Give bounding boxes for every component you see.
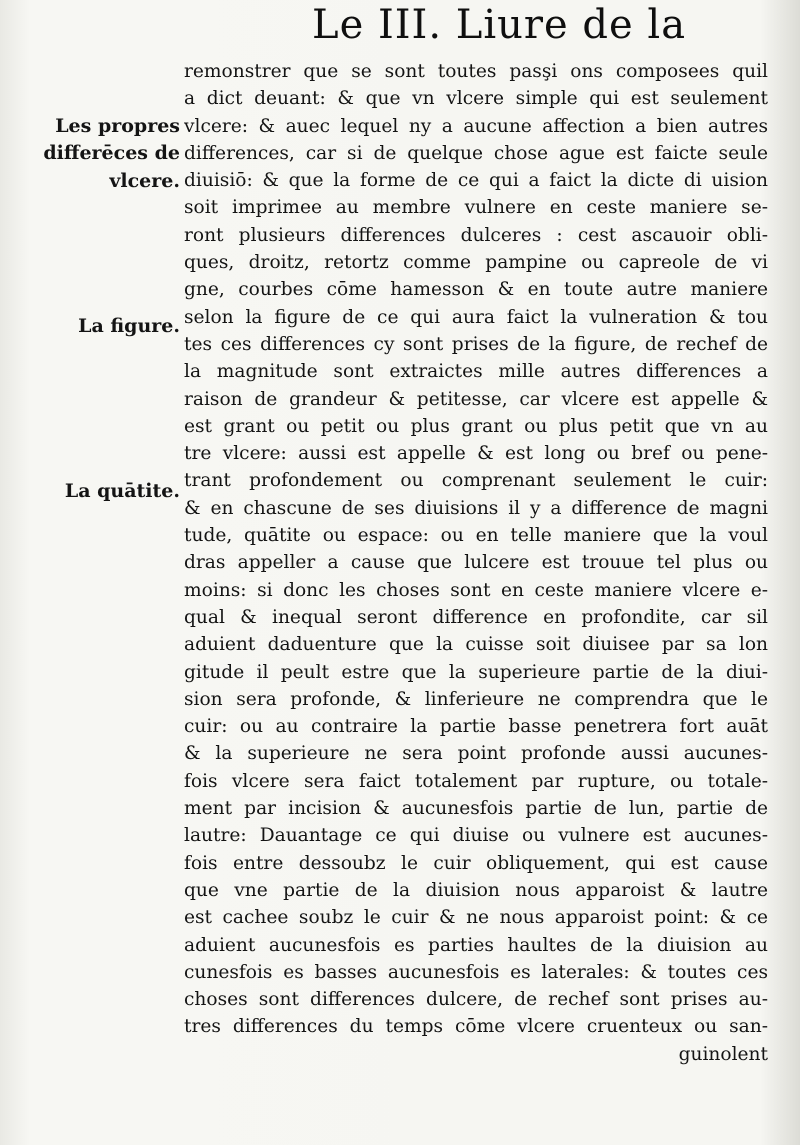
text-line: choses sont differences dulcere, de rechef sont prises au- <box>184 989 768 1011</box>
margin-note-line: La figure. <box>78 315 180 337</box>
text-line: lautre: Dauantage ce qui diuise ou vulnere est aucunes- <box>184 825 768 847</box>
text-line: remonstrer que se sont toutes pasşi ons composees quil <box>184 61 768 82</box>
margin-note-line: vlcere. <box>109 169 180 192</box>
margin-note-line: La quātite. <box>64 480 180 502</box>
text-line: gitude il peult estre que la superieure partie de la diui- <box>184 661 768 683</box>
text-line: diuisiō: & que la forme de ce qui a faict la dicte di uision <box>184 170 768 192</box>
text-line: vlcere: & auec lequel ny a aucune affection a bien autres <box>184 115 768 137</box>
text-line: cuir: ou au contraire la partie basse penetrera fort auāt <box>184 716 768 738</box>
text-line: tre vlcere: aussi est appelle & est long ou bref ou pene- <box>184 443 768 465</box>
text-line: & la superieure ne sera point profonde aussi aucunes- <box>184 743 768 765</box>
text-line: est cachee soubz le cuir & ne nous apparoist point: & ce <box>184 907 768 929</box>
text-line: cunesfois es basses aucunesfois es laterales: & toutes ces <box>184 961 768 983</box>
text-line: sion sera profonde, & linferieure ne comprendra que le <box>184 688 768 710</box>
text-line: que vne partie de la diuision nous apparoist & lautre <box>184 879 768 901</box>
margin-note-quantite <box>20 478 180 505</box>
text-line: differences, car si de quelque chose ague est faicte seule <box>184 142 768 164</box>
text-line: guinolent <box>678 1043 768 1065</box>
text-line: selon la figure de ce qui aura faict la vulneration & tou <box>184 306 768 328</box>
text-line: tes ces differences cy sont prises de la figure, de rechef de <box>184 333 768 355</box>
text-line: fois entre dessoubz le cuir obliquement, qui est cause <box>184 852 768 874</box>
text-line: fois vlcere sera faict totalement par rupture, ou totale- <box>184 770 768 792</box>
margin-note-figure <box>20 313 180 340</box>
margin-note-propres <box>20 113 180 195</box>
body-text <box>184 58 768 1068</box>
text-line: dras appeller a cause que lulcere est trouue tel plus ou <box>184 552 768 574</box>
text-line: a dict deuant: & que vn vlcere simple qui est seulement <box>184 88 768 110</box>
running-header: Le III. Liure de la <box>312 2 687 48</box>
text-line: gne, courbes cōme hamesson & en toute autre maniere <box>184 279 768 301</box>
margin-note-line: differēces de <box>43 142 180 165</box>
text-line: ques, droitz, retortz comme pampine ou capreole de vi <box>184 252 768 274</box>
text-line: la magnitude sont extraictes mille autres differences a <box>184 361 768 383</box>
text-line: soit imprimee au membre vulnere en ceste maniere se- <box>184 197 768 219</box>
text-line: aduient daduenture que la cuisse soit diuisee par sa lon <box>184 634 768 656</box>
text-line: trant profondement ou comprenant seulement le cuir: <box>184 470 768 492</box>
text-line: moins: si donc les choses sont en ceste maniere vlcere e- <box>184 579 768 601</box>
text-line: & en chascune de ses diuisions il y a difference de magni <box>184 497 768 519</box>
text-line: raison de grandeur & petitesse, car vlcere est appelle & <box>184 388 768 410</box>
text-line: tude, quātite ou espace: ou en telle maniere que la voul <box>184 525 768 547</box>
text-line: ment par incision & aucunesfois partie de lun, partie de <box>184 798 768 820</box>
text-line: tres differences du temps cōme vlcere cruenteux ou san- <box>184 1016 768 1038</box>
margin-note-line: Les propres <box>55 115 180 137</box>
text-line: aduient aucunesfois es parties haultes de la diuision au <box>184 934 768 956</box>
text-line: est grant ou petit ou plus grant ou plus petit que vn au <box>184 415 768 437</box>
text-line: ront plusieurs differences dulceres : cest ascauoir obli- <box>184 224 768 246</box>
text-line: qual & inequal seront difference en profondite, car sil <box>184 606 768 628</box>
